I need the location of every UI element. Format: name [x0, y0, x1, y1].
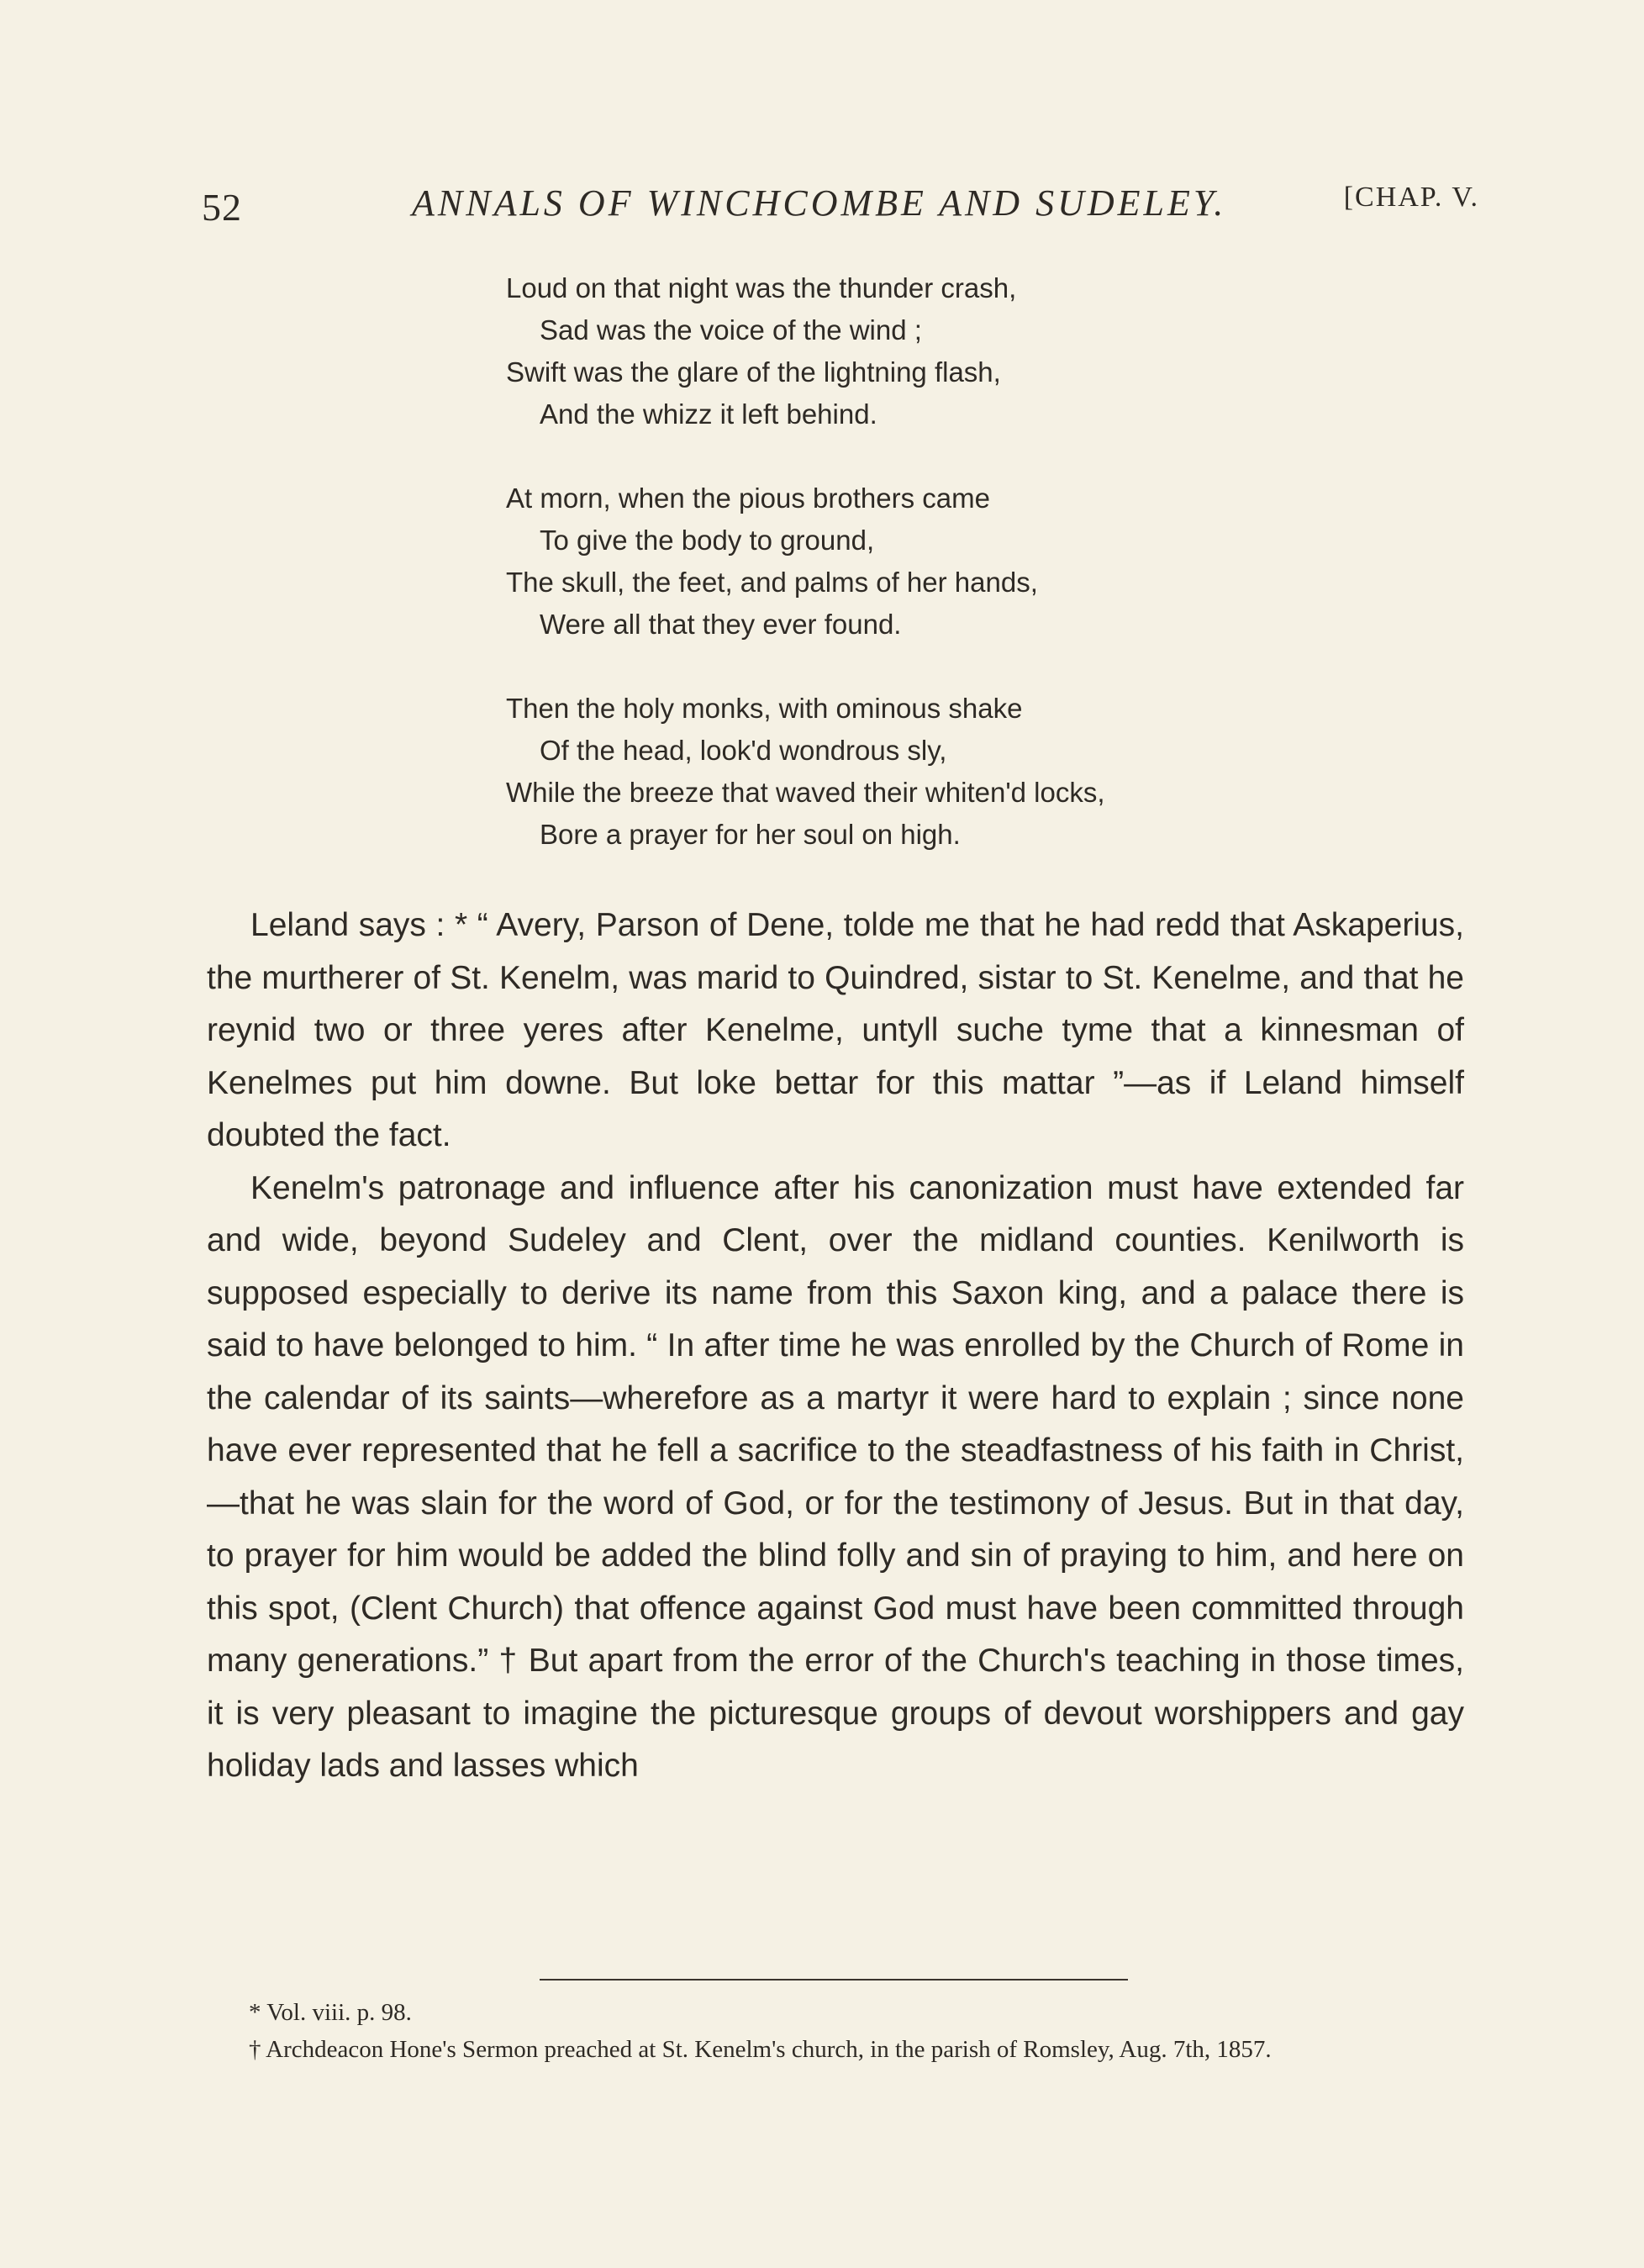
body-paragraph: Leland says : * “ Avery, Parson of Dene, tolde me that he had redd that Askaperius, the murtherer of St. Kenelm, was marid to Quindred, sistar to St. Kenelme, and that he reynid two or three yeres after Kenelme, untyll suche tyme that a kinnesman of Kenelmes put him downe. But loke bettar for this mattar ”—as if Leland himself doubted the fact.	[207, 907, 1464, 1153]
poem-line: And the whizz it left behind.	[540, 398, 877, 430]
footnote-divider	[540, 1979, 1128, 1981]
chapter-reference: [CHAP. V.	[1343, 182, 1479, 213]
poem-line: While the breeze that waved their whiten'd locks,	[506, 777, 1105, 808]
poem-line: Sad was the voice of the wind ;	[540, 314, 922, 345]
body-paragraph: Kenelm's patronage and influence after his canonization must have extended far and wide, beyond Sudeley and Clent, over the midland counties. Kenilworth is supposed especially to derive its name from this Saxon king, and a palace there is said to have belonged to him. “ In after time he was enrolled by the Church of Rome in the calendar of its saints—wherefore as a martyr it were hard to explain ; since none have ever represented that he fell a sacrifice to the steadfastness of his faith in Christ,—that he was slain for the word of God, or for the testimony of Jesus. But in that day, to prayer for him would be added the blind folly and sin of praying to him, and here on this spot, (Clent Church) that offence against God must have been committed through many generations.” † But apart from the error of the Church's teaching in those times, it is very pleasant to imagine the picturesque groups of devout worshippers and gay holiday lads and lasses which	[207, 1169, 1464, 1784]
footnote: * Vol. viii. p. 98.	[249, 1999, 412, 2026]
poem-line: Bore a prayer for her soul on high.	[540, 819, 961, 850]
poem-line: Were all that they ever found.	[540, 609, 902, 640]
poem-stanza	[506, 688, 1313, 856]
page-header	[202, 175, 1479, 234]
poem-stanza	[506, 477, 1313, 646]
poem-line: Then the holy monks, with ominous shake	[506, 693, 1023, 724]
poem-stanza	[506, 267, 1313, 435]
poem-line: Swift was the glare of the lightning flash,	[506, 356, 1001, 388]
running-title: ANNALS OF WINCHCOMBE AND SUDELEY.	[412, 182, 1227, 224]
poem-line: The skull, the feet, and palms of her hands,	[506, 567, 1038, 598]
poem-line: Of the head, look'd wondrous sly,	[540, 735, 947, 766]
poem-line: At morn, when the pious brothers came	[506, 483, 990, 514]
footnotes	[207, 1994, 1476, 2068]
body-text	[207, 899, 1464, 1793]
footnote: † Archdeacon Hone's Sermon preached at St. Kenelm's church, in the parish of Romsley, Aug. 7th, 1857.	[249, 2036, 1272, 2063]
poem-line: To give the body to ground,	[540, 525, 875, 556]
poem-line: Loud on that night was the thunder crash,	[506, 272, 1017, 303]
page-number: 52	[202, 186, 242, 229]
poem	[506, 267, 1313, 856]
